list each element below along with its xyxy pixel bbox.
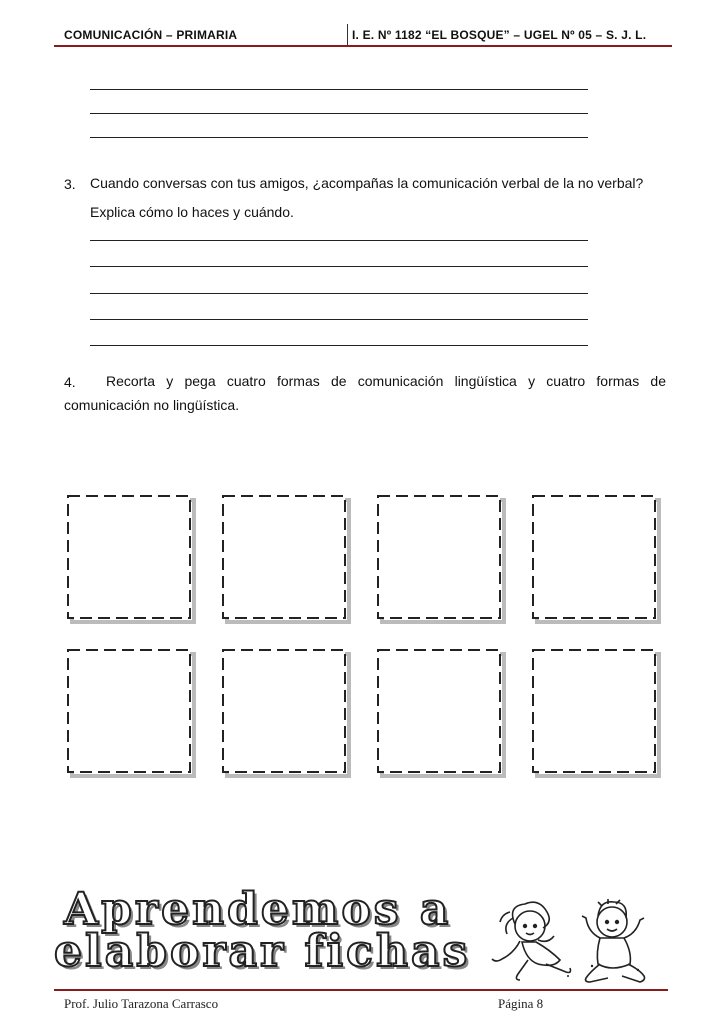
footer-rule	[54, 989, 668, 991]
answer-line[interactable]	[90, 113, 588, 114]
paste-box[interactable]	[221, 648, 343, 770]
banner-title-line1: Aprendemos a	[64, 884, 452, 935]
paste-box[interactable]	[66, 648, 188, 770]
paste-box[interactable]	[66, 494, 188, 616]
header-rule	[54, 45, 672, 47]
question-3-text-line2: Explica cómo lo haces y cuándo.	[90, 204, 294, 220]
children-illustration	[488, 894, 668, 986]
paste-box[interactable]	[531, 648, 653, 770]
question-4-text-line2: comunicación no lingüística.	[64, 397, 240, 413]
banner-title-line2: elaborar fichas	[54, 926, 471, 977]
question-4-text-line1: Recorta y pega cuatro formas de comunicación lingüística y cuatro formas de	[106, 373, 666, 389]
answer-line[interactable]	[90, 89, 588, 90]
footer-author: Prof. Julio Tarazona Carrasco	[64, 996, 219, 1011]
answer-line[interactable]	[90, 240, 588, 241]
answer-line[interactable]	[90, 345, 588, 346]
answer-line[interactable]	[90, 266, 588, 267]
question-3-text-line1: Cuando conversas con tus amigos, ¿acompañas la comunicación verbal de la no verbal?	[90, 175, 644, 191]
header-separator	[347, 24, 348, 46]
paste-box[interactable]	[376, 494, 498, 616]
paste-box[interactable]	[531, 494, 653, 616]
question-4-number: 4.	[64, 374, 76, 390]
footer-page-number: Página 8	[498, 996, 544, 1011]
paste-box[interactable]	[376, 648, 498, 770]
header-course-title: COMUNICACIÓN – PRIMARIA	[64, 28, 238, 42]
paste-box[interactable]	[221, 494, 343, 616]
header-school-info: I. E. Nº 1182 “EL BOSQUE” – UGEL Nº 05 – S. J. L.	[352, 28, 647, 42]
answer-line[interactable]	[90, 293, 588, 294]
answer-line[interactable]	[90, 319, 588, 320]
answer-line[interactable]	[90, 137, 588, 138]
question-3-number: 3.	[64, 176, 76, 192]
